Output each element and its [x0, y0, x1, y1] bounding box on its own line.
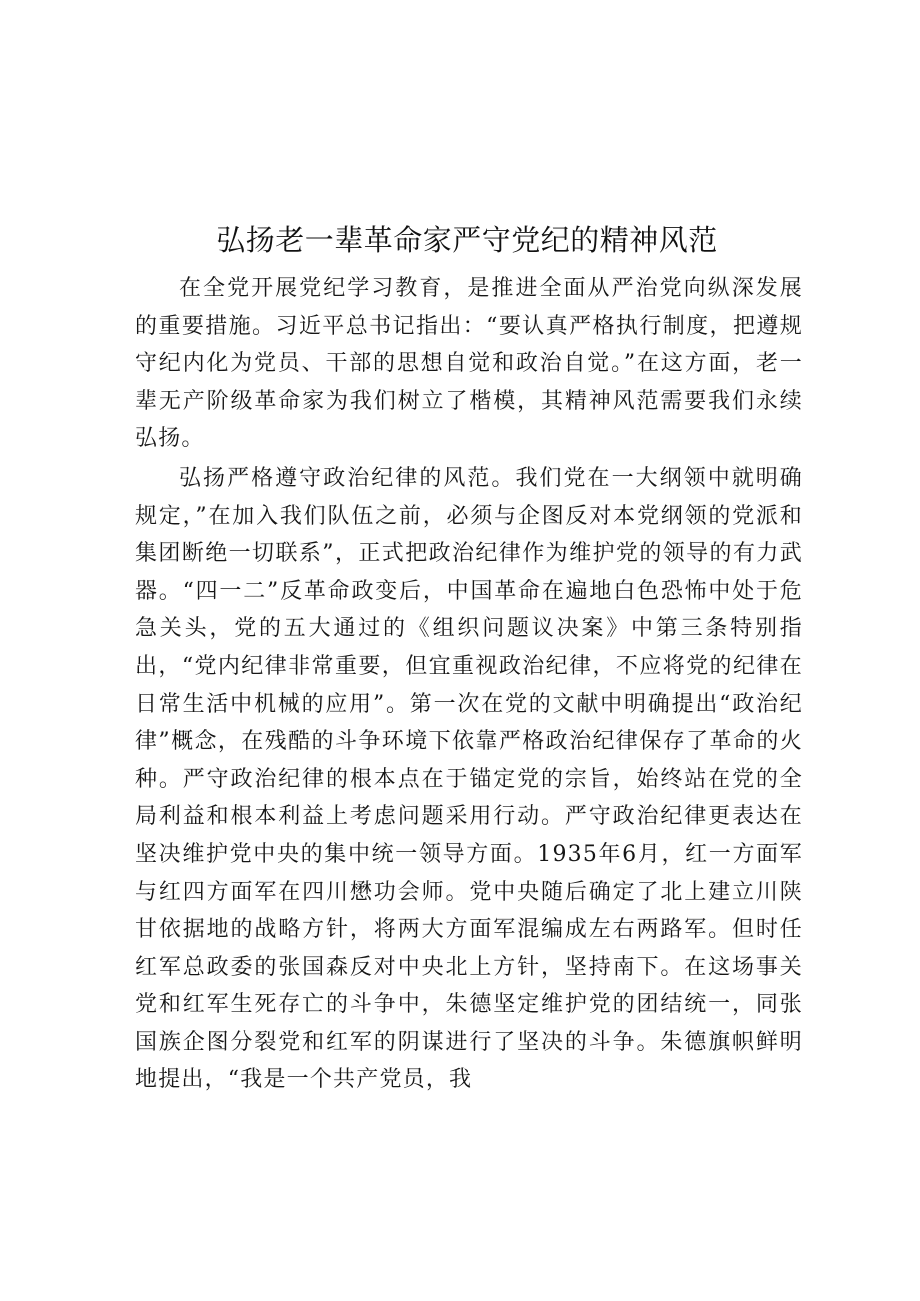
document-body	[135, 270, 803, 1099]
paragraph-intro: 在全党开展党纪学习教育，是推进全面从严治党向纵深发展的重要措施。习近平总书记指出：“要认真严格执行制度，把遵规守纪内化为党员、干部的思想自觉和政治自觉。”在这方面，老一辈无产阶级革命家为我们树立了楷模，其精神风范需要我们永续弘扬。	[135, 276, 803, 452]
paragraph-political-discipline: 弘扬严格遵守政治纪律的风范。我们党在一大纲领中就明确规定，”在加入我们队伍之前，必须与企图反对本党纲领的党派和集团断绝一切联系”，正式把政治纪律作为维护党的领导的有力武器。“四一二”反革命政变后，中国革命在遍地白色恐怖中处于危急关头，党的五大通过的《组织问题议决案》中第三条特别指出，“党内纪律非常重要，但宜重视政治纪律，不应将党的纪律在日常生活中机械的应用”。第一次在党的文献中明确提出“政治纪律”概念，在残酷的斗争环境下依靠严格政治纪律保存了革命的火种。严守政治纪律的根本点在于锚定党的宗旨，始终站在党的全局利益和根本利益上考虑问题采用行动。严守政治纪律更表达在坚决维护党中央的集中统一领导方面。1935年6月，红一方面军与红四方面军在四川懋功会师。党中央随后确定了北上建立川陕甘依据地的战略方针，将两大方面军混编成左右两路军。但时任红军总政委的张国森反对中央北上方针，坚持南下。在这场事关党和红军生死存亡的斗争中，朱德坚定维护党的团结统一，同张国族企图分裂党和红军的阴谋进行了坚决的斗争。朱德旗帜鲜明地提出，“我是一个共产党员，我	[135, 465, 803, 1093]
document-title: 弘扬老一辈革命家严守党纪的精神风范	[216, 223, 718, 257]
